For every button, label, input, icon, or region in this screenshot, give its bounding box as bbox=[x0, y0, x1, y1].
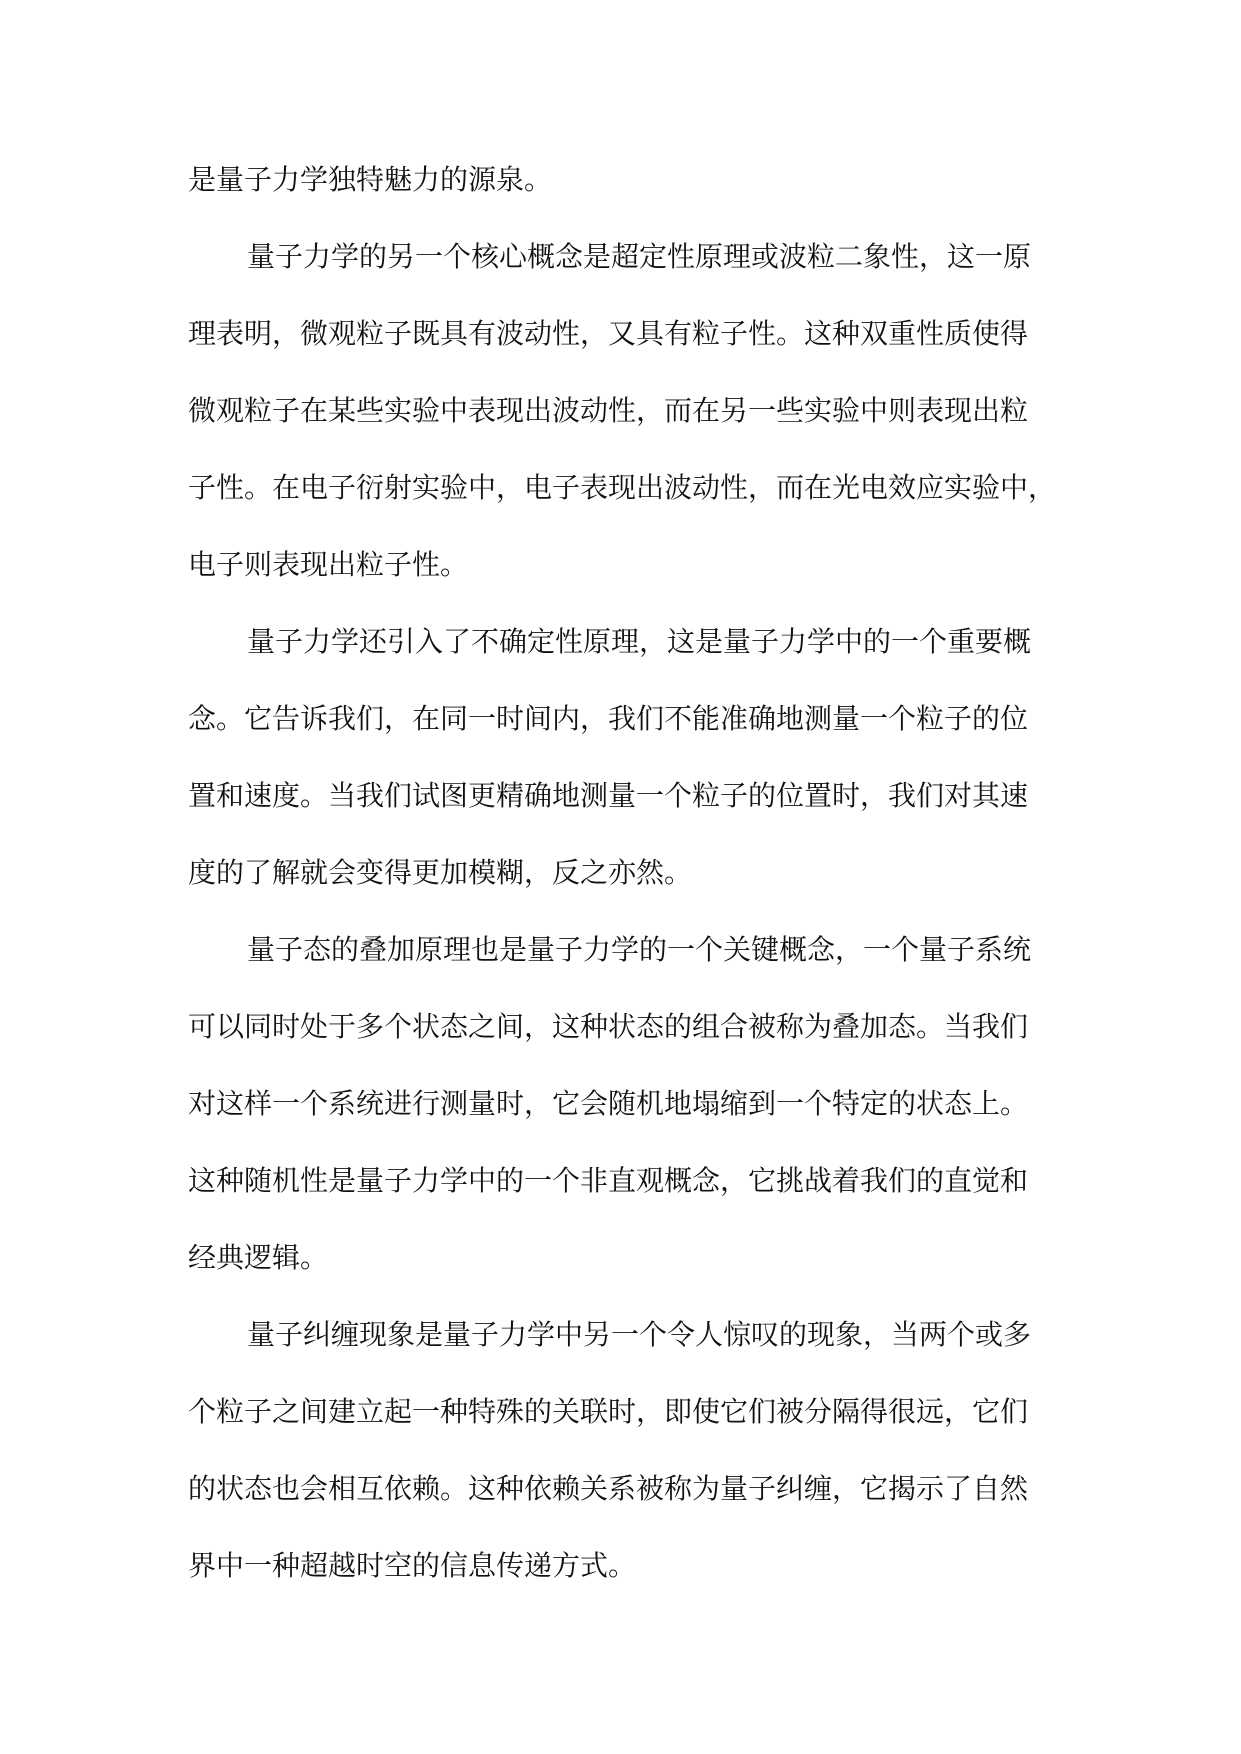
paragraph-first-line: 量子纠缠现象是量子力学中另一个令人惊叹的现象，当两个或多 bbox=[247, 1318, 1032, 1351]
paragraph-line: 理表明，微观粒子既具有波动性，又具有粒子性。这种双重性质使得 bbox=[188, 317, 1029, 350]
paragraph-first-line: 量子力学还引入了不确定性原理，这是量子力学中的一个重要概 bbox=[247, 625, 1032, 658]
paragraph-first-line: 量子态的叠加原理也是量子力学的一个关键概念，一个量子系统 bbox=[247, 933, 1032, 966]
paragraph-line: 经典逻辑。 bbox=[188, 1241, 329, 1274]
paragraph-continuation-line: 是量子力学独特魅力的源泉。 bbox=[188, 163, 553, 196]
paragraph-line: 界中一种超越时空的信息传递方式。 bbox=[188, 1549, 637, 1582]
paragraph-line: 可以同时处于多个状态之间，这种状态的组合被称为叠加态。当我们 bbox=[188, 1010, 1029, 1043]
paragraph-line: 子性。在电子衍射实验中，电子表现出波动性，而在光电效应实验中， bbox=[188, 471, 1057, 504]
paragraph-line: 这种随机性是量子力学中的一个非直观概念，它挑战着我们的直觉和 bbox=[188, 1164, 1029, 1197]
paragraph-first-line: 量子力学的另一个核心概念是超定性原理或波粒二象性，这一原 bbox=[247, 240, 1032, 273]
paragraph-line: 电子则表现出粒子性。 bbox=[188, 548, 469, 581]
paragraph-line: 对这样一个系统进行测量时，它会随机地塌缩到一个特定的状态上。 bbox=[188, 1087, 1029, 1120]
paragraph-line: 念。它告诉我们，在同一时间内，我们不能准确地测量一个粒子的位 bbox=[188, 702, 1029, 735]
paragraph-line: 微观粒子在某些实验中表现出波动性，而在另一些实验中则表现出粒 bbox=[188, 394, 1029, 427]
paragraph-line: 的状态也会相互依赖。这种依赖关系被称为量子纠缠，它揭示了自然 bbox=[188, 1472, 1029, 1505]
paragraph-line: 置和速度。当我们试图更精确地测量一个粒子的位置时，我们对其速 bbox=[188, 779, 1029, 812]
paragraph-line: 个粒子之间建立起一种特殊的关联时，即使它们被分隔得很远，它们 bbox=[188, 1395, 1029, 1428]
paragraph-line: 度的了解就会变得更加模糊，反之亦然。 bbox=[188, 856, 693, 889]
document-body bbox=[188, 141, 1058, 1604]
